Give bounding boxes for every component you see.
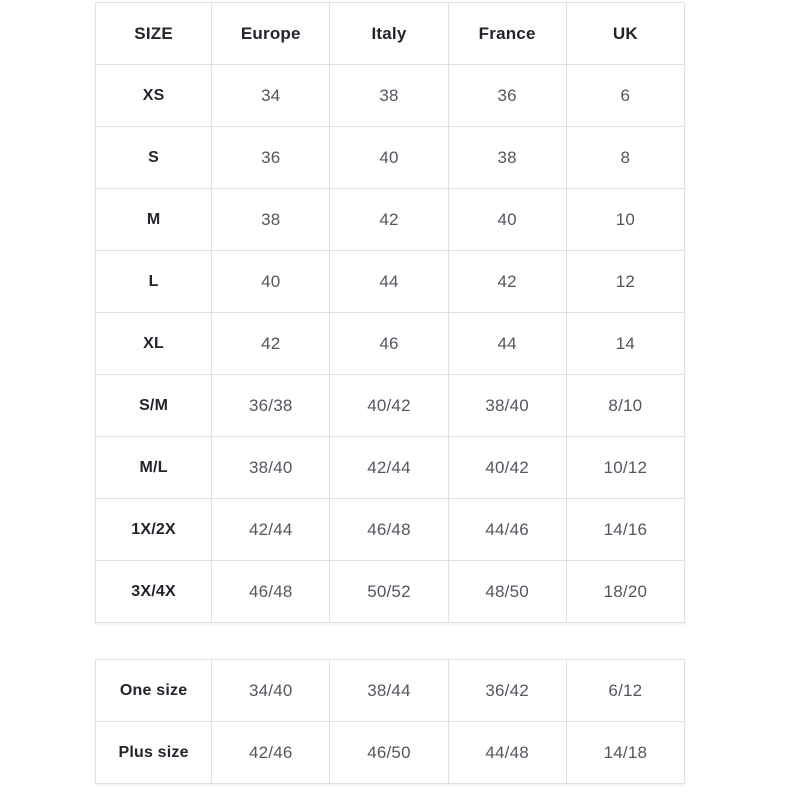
size-value-cell: 42/44: [212, 499, 330, 561]
size-value-cell: 40/42: [448, 437, 566, 499]
size-value-cell: 14/18: [566, 722, 684, 784]
table-row: [96, 251, 685, 313]
table-row: [96, 722, 685, 784]
size-chart-page: [0, 2, 800, 800]
table-row: [96, 375, 685, 437]
size-value-cell: 14: [566, 313, 684, 375]
size-value-cell: 50/52: [330, 561, 448, 623]
header-cell-size: SIZE: [96, 3, 212, 65]
size-label-cell: One size: [96, 660, 212, 722]
size-value-cell: 34/40: [212, 660, 330, 722]
size-value-cell: 36/38: [212, 375, 330, 437]
size-value-cell: 44/46: [448, 499, 566, 561]
size-value-cell: 46/48: [330, 499, 448, 561]
size-value-cell: 36/42: [448, 660, 566, 722]
size-value-cell: 38/40: [448, 375, 566, 437]
header-cell-france: France: [448, 3, 566, 65]
size-label-cell: XS: [96, 65, 212, 127]
header-row: [96, 3, 685, 65]
size-value-cell: 46/48: [212, 561, 330, 623]
size-value-cell: 40: [448, 189, 566, 251]
table-row: [96, 660, 685, 722]
size-value-cell: 38: [330, 65, 448, 127]
size-value-cell: 6: [566, 65, 684, 127]
table-row: [96, 561, 685, 623]
size-label-cell: 1X/2X: [96, 499, 212, 561]
size-label-cell: Plus size: [96, 722, 212, 784]
table-row: [96, 313, 685, 375]
size-value-cell: 38: [448, 127, 566, 189]
size-value-cell: 44: [330, 251, 448, 313]
size-value-cell: 44/48: [448, 722, 566, 784]
table-row: [96, 437, 685, 499]
size-label-cell: S/M: [96, 375, 212, 437]
size-value-cell: 42: [448, 251, 566, 313]
size-label-cell: M/L: [96, 437, 212, 499]
size-label-cell: S: [96, 127, 212, 189]
size-value-cell: 40: [330, 127, 448, 189]
table-row: [96, 499, 685, 561]
size-value-cell: 42/44: [330, 437, 448, 499]
size-value-cell: 34: [212, 65, 330, 127]
header-cell-europe: Europe: [212, 3, 330, 65]
size-conversion-table: [95, 2, 685, 623]
size-value-cell: 38/44: [330, 660, 448, 722]
special-sizes-table-body: [96, 660, 685, 784]
table-row: [96, 65, 685, 127]
size-value-cell: 6/12: [566, 660, 684, 722]
size-value-cell: 40: [212, 251, 330, 313]
size-value-cell: 46/50: [330, 722, 448, 784]
size-value-cell: 38/40: [212, 437, 330, 499]
size-value-cell: 40/42: [330, 375, 448, 437]
size-label-cell: M: [96, 189, 212, 251]
size-label-cell: L: [96, 251, 212, 313]
table-row: [96, 127, 685, 189]
size-value-cell: 38: [212, 189, 330, 251]
size-value-cell: 44: [448, 313, 566, 375]
size-value-cell: 18/20: [566, 561, 684, 623]
size-value-cell: 36: [448, 65, 566, 127]
size-label-cell: XL: [96, 313, 212, 375]
size-value-cell: 46: [330, 313, 448, 375]
size-value-cell: 10/12: [566, 437, 684, 499]
size-value-cell: 14/16: [566, 499, 684, 561]
size-value-cell: 48/50: [448, 561, 566, 623]
size-value-cell: 42: [330, 189, 448, 251]
size-value-cell: 36: [212, 127, 330, 189]
table-row: [96, 189, 685, 251]
size-value-cell: 10: [566, 189, 684, 251]
size-value-cell: 8: [566, 127, 684, 189]
size-value-cell: 42: [212, 313, 330, 375]
size-value-cell: 42/46: [212, 722, 330, 784]
header-cell-uk: UK: [566, 3, 684, 65]
size-table-body: [96, 65, 685, 623]
header-cell-italy: Italy: [330, 3, 448, 65]
size-label-cell: 3X/4X: [96, 561, 212, 623]
special-sizes-table: [95, 659, 685, 784]
size-value-cell: 12: [566, 251, 684, 313]
size-value-cell: 8/10: [566, 375, 684, 437]
